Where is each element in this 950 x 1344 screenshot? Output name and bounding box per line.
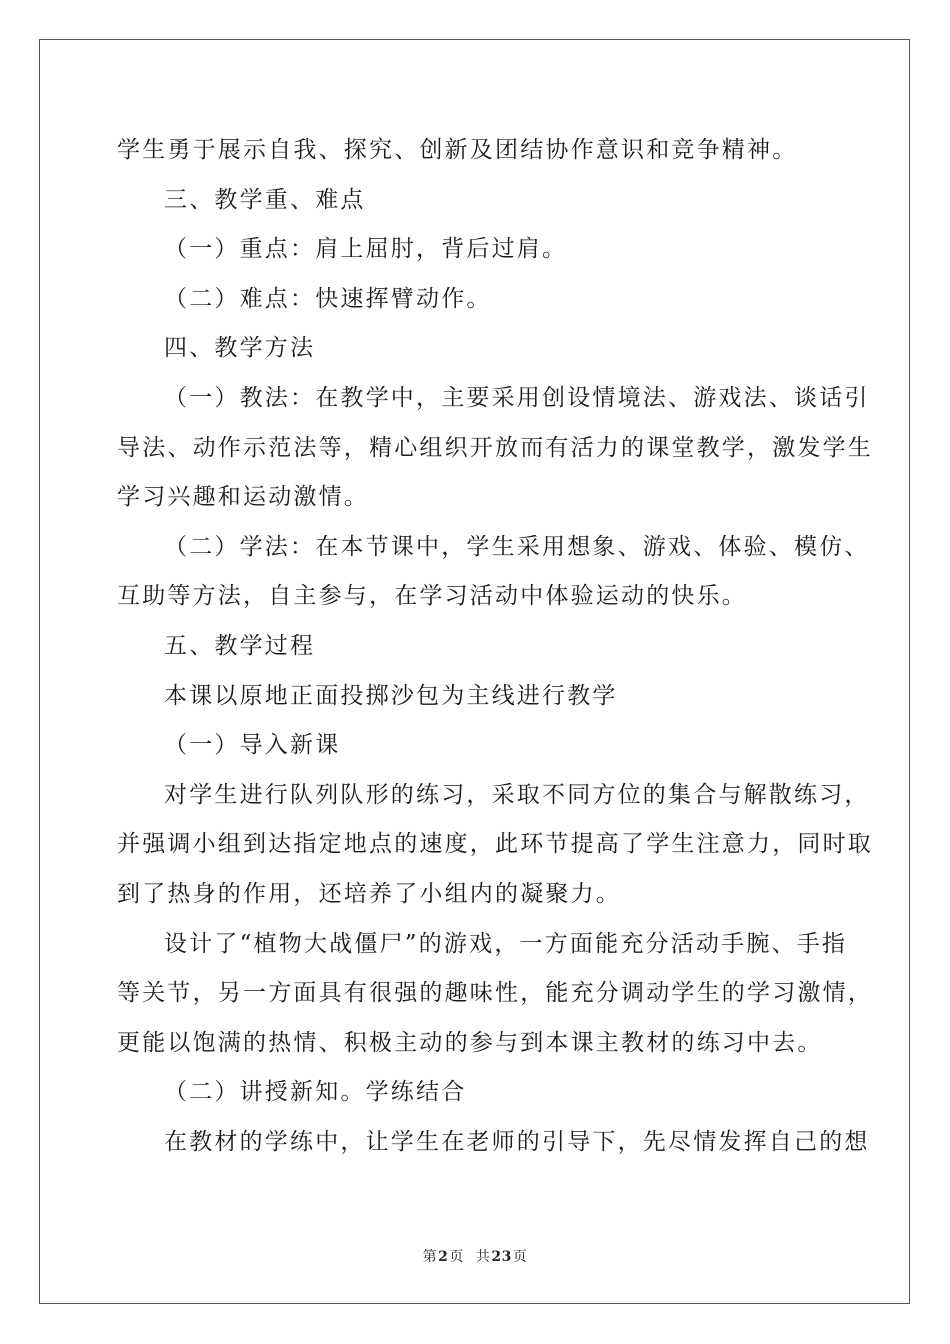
text-line: 等关节，另一方面具有很强的趣味性，能充分调动学生的学习激情，	[117, 980, 873, 1007]
section-heading: 三、教学重、难点	[164, 186, 366, 213]
page-number: 2	[438, 1249, 449, 1265]
page-suffix: 页	[449, 1249, 464, 1265]
page-footer	[0, 1246, 950, 1266]
text-line: 导法、动作示范法等，精心组织开放而有活力的课堂教学，激发学生	[117, 434, 873, 461]
text-line: 对学生进行队列队形的练习，采取不同方位的集合与解散练习，	[164, 781, 870, 808]
document-body	[117, 126, 873, 1167]
text-line: 本课以原地正面投掷沙包为主线进行教学	[164, 682, 618, 709]
text-line: （一）重点：肩上屈肘，背后过肩。	[164, 236, 568, 263]
text-line: 互助等方法，自主参与，在学习活动中体验运动的快乐。	[117, 583, 747, 610]
total-pages: 23	[491, 1249, 512, 1265]
text-line: （一）教法：在教学中，主要采用创设情境法、游戏法、谈话引	[164, 384, 870, 411]
text-line: 在教材的学练中，让学生在老师的引导下，先尽情发挥自己的想	[164, 1128, 870, 1155]
text-line: 并强调小组到达指定地点的速度，此环节提高了学生注意力，同时取	[117, 831, 873, 858]
total-prefix: 共	[475, 1249, 491, 1265]
text-line: 更能以饱满的热情、积极主动的参与到本课主教材的练习中去。	[117, 1029, 823, 1056]
subsection-heading: （一）导入新课	[164, 732, 341, 759]
section-heading: 五、教学过程	[164, 632, 316, 659]
section-heading: 四、教学方法	[164, 335, 316, 362]
text-line: 到了热身的作用，还培养了小组内的凝聚力。	[117, 880, 621, 907]
subsection-heading: （二）讲授新知。学练结合	[164, 1079, 467, 1106]
text-line: （二）难点：快速挥臂动作。	[164, 285, 492, 312]
text-line: （二）学法：在本节课中，学生采用想象、游戏、体验、模仿、	[164, 533, 870, 560]
text-line: 设计了“植物大战僵尸”的游戏，一方面能充分活动手腕、手指	[164, 930, 848, 957]
text-line: 学习兴趣和运动激情。	[117, 484, 369, 511]
text-line: 学生勇于展示自我、探究、创新及团结协作意识和竞争精神。	[117, 137, 798, 163]
page-prefix: 第	[422, 1249, 438, 1265]
total-suffix: 页	[512, 1249, 528, 1265]
